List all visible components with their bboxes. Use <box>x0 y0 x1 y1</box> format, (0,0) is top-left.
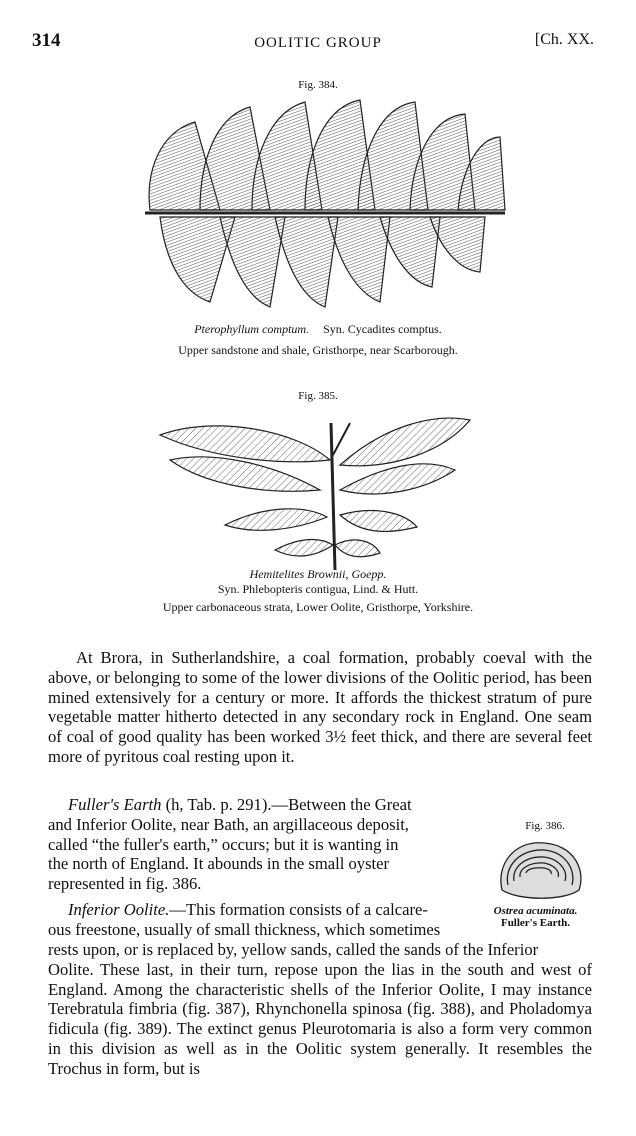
fullers-earth-title: Fuller's Earth <box>68 795 162 814</box>
fig384-caption-line1 <box>0 322 636 337</box>
paragraph-inferior-oolite-body <box>48 940 592 1079</box>
inferior-oolite-line2: ous freestone, usually of small thickness, which sometimes <box>48 919 441 939</box>
fig385-synonym: Syn. Phlebopteris contigua, Lind. & Hutt. <box>217 582 419 596</box>
fullers-earth-line1: —Between the Great <box>271 795 412 814</box>
fullers-earth-line2: and Inferior Oolite, near Bath, an argillaceous deposit, <box>48 814 409 834</box>
fig385-species-name: Hemitelites Brownii, Goepp. <box>249 567 387 581</box>
fig385-label: Fig. 385. <box>298 390 338 402</box>
paragraph-inferior-oolite-head <box>48 900 468 940</box>
fig386-species-name: Ostrea acuminata. <box>493 905 578 917</box>
fig384-species-name: Pterophyllum comptum. <box>194 322 310 336</box>
fullers-earth-line5: represented in fig. 386. <box>48 874 202 894</box>
fig386-illustration <box>494 835 589 905</box>
paragraph-fullers-earth <box>48 795 468 894</box>
fig384-illustration <box>140 92 510 314</box>
page-number: 314 <box>32 30 61 51</box>
paragraph-brora <box>48 648 592 767</box>
fullers-earth-line3: called “the fuller's earth,” occurs; but it is wanting in <box>48 834 399 854</box>
fig386-label: Fig. 386. <box>525 820 565 832</box>
fig386-caption <box>478 905 593 929</box>
fig386-locality: Fuller's Earth. <box>500 917 571 929</box>
inferior-oolite-title: Inferior Oolite. <box>68 900 170 919</box>
fig384-synonym: Syn. Cycadites comptus. <box>323 322 442 336</box>
inferior-oolite-line1: —This formation consists of a calcare- <box>169 900 428 919</box>
inferior-oolite-line3: rests upon, or is replaced by, yellow sands, called the sands of the Inferior <box>48 940 539 959</box>
inferior-oolite-rest: Oolite. These last, in their turn, repose upon the lias in the south and west of England. Among the characteristic shells of the Inferior Oolite, I may instance Terebratula fimbria (fig. 387), Rhynchonella spinosa (fig. 388), and Pholadomya fidicula (fig. 389). The extinct genus Pleurotomaria is also a form very common in this division as well as in the Oolitic system generally. It resembles the Trochus in form, but is <box>48 959 592 1078</box>
chapter-reference: [Ch. XX. <box>534 31 594 48</box>
paragraph-brora-text: At Brora, in Sutherlandshire, a coal formation, probably coeval with the above, or belonging to some of the lower divisions of the Oolitic period, has been mined extensively for a century or more. It affords the thickest stratum of pure vegetable matter hitherto detected in any secondary rock in England. One seam of coal of good quality has been worked 3½ feet thick, and there are several feet more of pyritous coal resting upon it. <box>48 648 592 766</box>
fig385-illustration <box>155 405 475 575</box>
fig384-locality: Upper sandstone and shale, Gristhorpe, near Scarborough. <box>178 343 458 357</box>
fig384-label: Fig. 384. <box>298 79 338 91</box>
fullers-earth-line4: the north of England. It abounds in the small oyster <box>48 854 390 874</box>
fig385-caption-line1 <box>0 567 636 582</box>
running-head: OOLITIC GROUP <box>254 35 382 51</box>
fullers-earth-ref: (h, Tab. p. 291). <box>161 795 272 814</box>
fig385-locality: Upper carbonaceous strata, Lower Oolite, Gristhorpe, Yorkshire. <box>162 600 474 614</box>
